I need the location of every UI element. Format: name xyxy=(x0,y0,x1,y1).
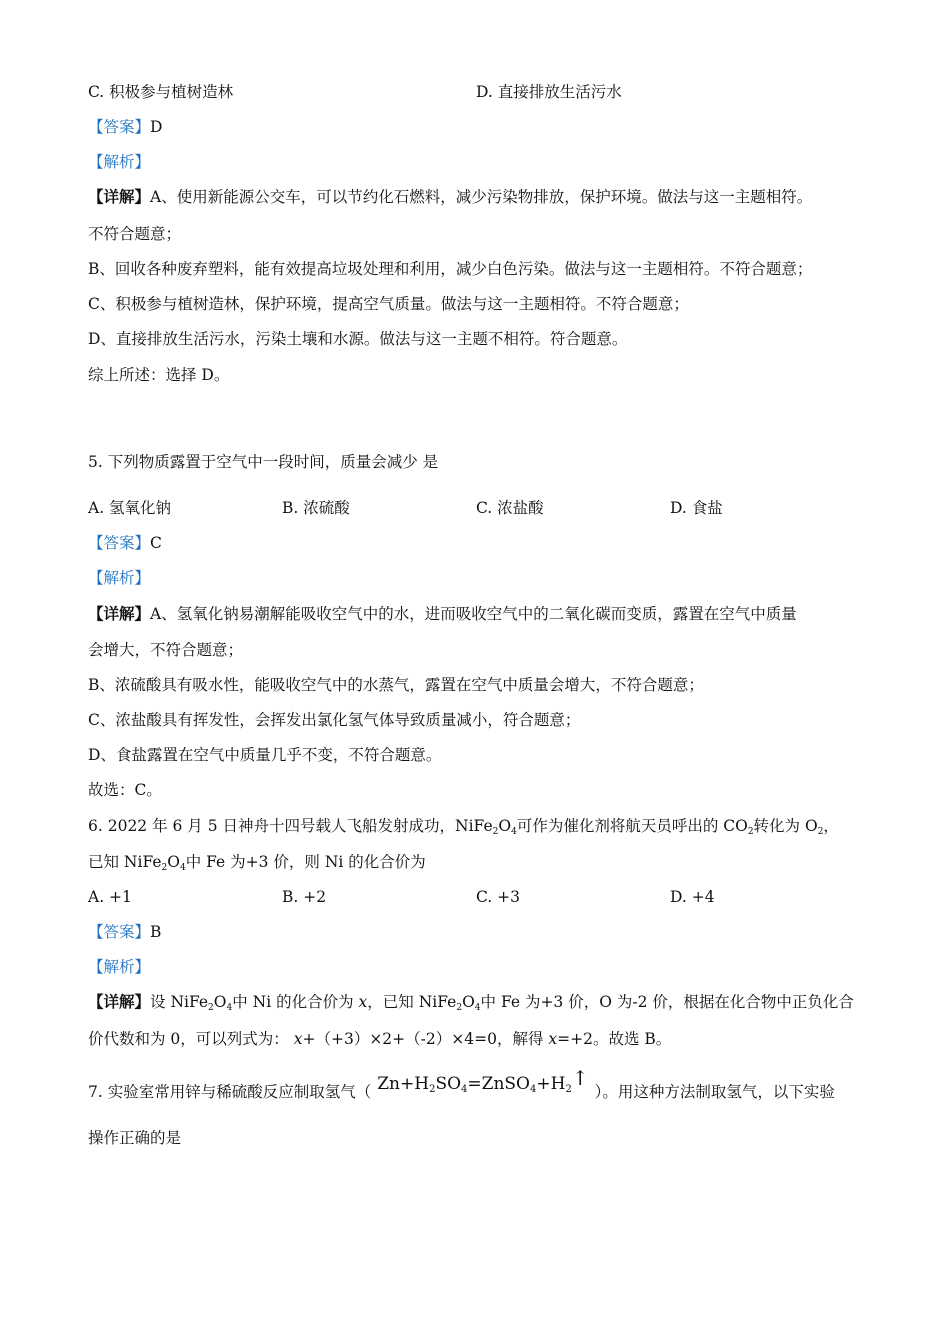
q5-answer: 【答案】C xyxy=(88,534,162,552)
q5-option-d: D. 食盐 xyxy=(670,499,723,517)
q6-option-d: D. +4 xyxy=(670,888,715,906)
q6-detail-line1: 【详解】设 $NiFe_2O_4$中 Ni 的化合价为 x，已知 $NiFe_2O_4$中 Fe 为+3 价，O 为-2 价，根据在化合物中正负化合 xyxy=(88,992,854,1013)
q5-detail-b: B、浓硫酸具有吸水性，能吸收空气中的水蒸气，露置在空气中质量会增大，不符合题意； xyxy=(88,676,704,694)
q4-option-d: D. 直接排放生活污水 xyxy=(476,83,622,101)
q7-stem-line1: 7. 实验室常用锌与稀硫酸反应制取氢气（ $Zn+H_2SO_4=ZnSO_4+H_2↑$）。用这种方法制取氢气，以下实验 xyxy=(88,1066,835,1101)
q6-detail-line2: 价代数和为 0，可以列式为： x+（+3）×2+（-2）×4=0，解得 x=+2。故选 B。 xyxy=(88,1030,672,1048)
answer-value: D xyxy=(150,118,163,136)
q5-option-a: A. 氢氧化钠 xyxy=(88,499,172,517)
q4-option-c: C. 积极参与植树造林 xyxy=(88,83,234,101)
q4-detail-a: 【详解】A、使用新能源公交车，可以节约化石燃料，减少污染物排放，保护环境。做法与这一主题相符。 xyxy=(88,187,813,206)
q6-option-c: C. +3 xyxy=(476,888,521,906)
q6-answer: 【答案】B xyxy=(88,923,162,941)
q4-detail-d: D、直接排放生活污水，污染土壤和水源。做法与这一主题不相符。符合题意。 xyxy=(88,330,628,348)
q6-analysis-label: 【解析】 xyxy=(88,958,151,976)
q6-stem-line2: 已知 $NiFe_2O_4$中 Fe 为+3 价，则 Ni 的化合价为 xyxy=(88,853,426,873)
q5-detail-d: D、食盐露置在空气中质量几乎不变，不符合题意。 xyxy=(88,746,442,764)
chemical-equation: $Zn+H_2SO_4=ZnSO_4+H_2↑$ xyxy=(377,1066,589,1095)
q5-option-b: B. 浓硫酸 xyxy=(282,499,350,517)
q4-summary: 综上所述：选择 D。 xyxy=(88,366,230,384)
q7-stem-line2: 操作正确的是 xyxy=(88,1129,182,1147)
q5-detail-a-cont: 会增大，不符合题意； xyxy=(88,641,244,659)
q6-option-b: B. +2 xyxy=(282,888,327,906)
q6-stem-line1: 6. 2022 年 6 月 5 日神舟十四号载人飞船发射成功，$NiFe_2O_4$可作为催化剂将航天员呼出的 $CO_2$转化为 $O_2$， xyxy=(88,817,839,837)
answer-label: 【答案】 xyxy=(88,118,151,136)
q5-option-c: C. 浓盐酸 xyxy=(476,499,544,517)
q5-detail-a: 【详解】A、氢氧化钠易潮解能吸收空气中的水，进而吸收空气中的二氧化碳而变质，露置在空气中质量 xyxy=(88,604,797,623)
q4-analysis-label: 【解析】 xyxy=(88,153,151,171)
detail-label: 【详解】 xyxy=(88,187,151,206)
q6-option-a: A. +1 xyxy=(88,888,132,906)
q4-detail-c: C、积极参与植树造林，保护环境，提高空气质量。做法与这一主题相符。不符合题意； xyxy=(88,295,689,313)
q4-answer xyxy=(88,117,162,137)
q5-detail-c: C、浓盐酸具有挥发性，会挥发出氯化氢气体导致质量减小，符合题意； xyxy=(88,711,581,729)
up-arrow-icon: ↑ xyxy=(571,1066,589,1090)
q5-stem: 5. 下列物质露置于空气中一段时间，质量会减少 是 xyxy=(88,453,439,471)
q4-detail-a-cont: 不符合题意； xyxy=(88,225,182,243)
q5-summary: 故选：C。 xyxy=(88,781,162,799)
q5-analysis-label: 【解析】 xyxy=(88,569,151,587)
q4-detail-b: B、回收各种废弃塑料，能有效提高垃圾处理和利用，减少白色污染。做法与这一主题相符。不符合题意； xyxy=(88,260,813,278)
